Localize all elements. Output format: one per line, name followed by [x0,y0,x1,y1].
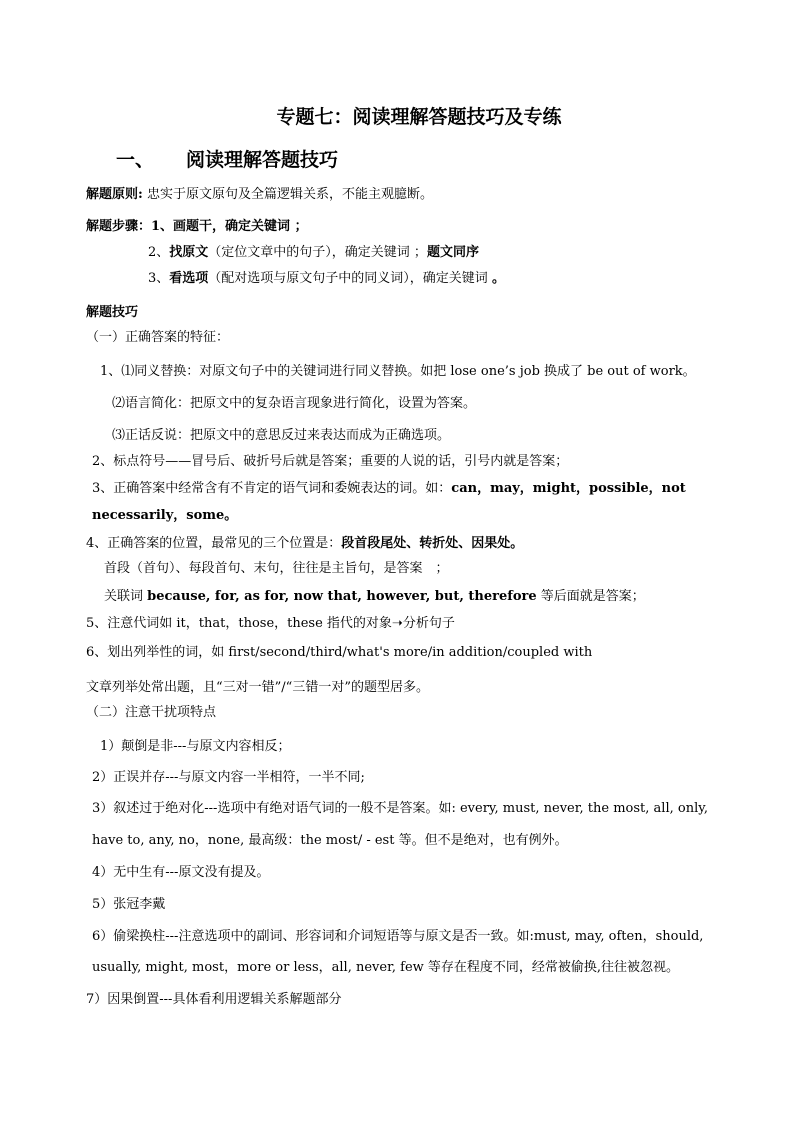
step-3-end: 。 [491,271,505,286]
step-3-keyword: 看选项 [169,271,209,286]
step-2-keyword-2: 题文同序 [426,245,479,260]
point-3-words: can，may，might，possible，not [451,481,686,496]
principle-label: 解题原则: [86,187,143,202]
point-4c-words: because, for, as for, now that, however, but, therefore [147,589,537,604]
section-number: 一、 [116,149,155,171]
point-6b: 文章列举处常出题，且“三对一错”/“三错一对”的题型居多。 [86,680,429,695]
step-2-keyword: 找原文 [169,245,209,260]
point-4c-end: 等后面就是答案； [536,589,645,604]
distractor-4: 4）无中生有---原文没有提及。 [92,865,270,880]
distractor-7: 7）因果倒置---具体看利用逻辑关系解题部分 [86,992,342,1007]
distractor-6-cont: usually, might, most，more or less，all, never, few 等存在程度不同，经常被偷换,往往被忽视。 [92,960,680,975]
tips-title: 解题技巧 [86,305,139,320]
point-4b: 首段（首句）、每段首句、末句，往往是主旨句，是答案 ； [104,561,449,576]
point-5: 5、注意代词如 it，that，those，these 指代的对象➝分析句子 [86,616,455,631]
point-4-text: 4、正确答案的位置，最常见的三个位置是： [86,536,342,551]
step-1: 1、画题干，确定关键词 ； [151,219,308,234]
distractor-1: 1）颠倒是非---与原文内容相反； [100,739,291,754]
subsection-2: （二）注意干扰项特点 [86,705,217,720]
steps-line-3 [148,271,505,287]
steps-line-2 [148,245,479,261]
steps-label: 解题步骤： [86,219,152,234]
distractor-5: 5）张冠李戴 [92,897,166,912]
point-4c [104,589,645,605]
step-3-num: 3、 [148,271,170,286]
point-4c-text: 关联词 [104,589,148,604]
step-2-num: 2、 [148,245,170,260]
page-title: 专题七：阅读理解答题技巧及专练 [276,106,562,128]
principle-text: 忠实于原文原句及全篇逻辑关系，不能主观臆断。 [142,187,433,202]
point-3-cont: necessarily，some。 [92,508,238,523]
point-1: 1、⑴同义替换：对原文句子中的关键词进行同义替换。如把 lose one’s job 换成了 be out of work。 [100,364,696,379]
point-1b: ⑵语言简化：把原文中的复杂语言现象进行简化，设置为答案。 [112,396,477,411]
subsection-1: （一）正确答案的特征： [86,330,230,345]
section-title: 阅读理解答题技巧 [186,149,339,171]
point-6: 6、划出列举性的词，如 first/second/third/what's more/in addition/coupled with [86,645,593,660]
step-3-text: （配对选项与原文句子中的同义词），确定关键词 [208,271,492,286]
distractor-3-cont: have to, any, no，none, 最高级：the most/ - est 等。但不是绝对，也有例外。 [92,833,568,848]
point-3-text: 3、正确答案中经常含有不肯定的语气词和委婉表达的词。如： [92,481,452,496]
steps-line-1 [86,219,308,235]
step-2-text: （定位文章中的句子），确定关键词 ； [208,245,427,260]
point-1c: ⑶正话反说：把原文中的意思反过来表达而成为正确选项。 [112,428,451,443]
point-4 [86,536,523,552]
principle-line [86,187,433,203]
distractor-6: 6）偷梁换柱---注意选项中的副词、形容词和介词短语等与原文是否一致。如:must, may, often，should, [92,929,704,944]
point-3 [92,481,686,497]
distractor-2: 2）正误并存---与原文内容一半相符，一半不同; [92,770,365,785]
distractor-3: 3）叙述过于绝对化---选项中有绝对语气词的一般不是答案。如: every, must, never, the most, all, only, [92,801,708,816]
point-2: 2、标点符号——冒号后、破折号后就是答案；重要的人说的话，引号内就是答案； [92,454,569,469]
point-4-positions: 段首段尾处、转折处、因果处。 [341,536,524,551]
